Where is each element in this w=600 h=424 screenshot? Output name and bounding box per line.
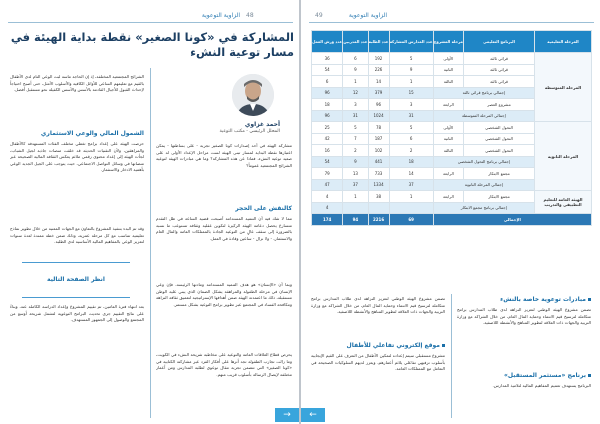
table-stage-cell: الهيئة العامة للتعليم التطبيقي والتدريب — [535, 191, 592, 214]
paragraph-future: تضمن مشروع الهيئة الوطني لتعزيز النزاهة لدى طلاب المدارس برامج متكاملة لترسيخ قيم الانتماء وحماية المال العام، من خلال الشراكة مع وزارة التربية والجهات ذات العلاقة لتطوير المناهج والأنشطة اللاصفية. — [457, 307, 591, 326]
table-cell-trainers — [343, 202, 368, 214]
paragraph-next: البرنامج يستهدف تعميم المفاهيم المالية لتلاميذ المدارس. — [492, 383, 591, 388]
table-cell-workshops: 16 — [312, 145, 343, 157]
table-cell-phase: الأولى — [433, 122, 463, 134]
stats-table-wrap — [311, 30, 592, 226]
table-cell-students: 38 — [368, 191, 389, 203]
table-cell-trainers: 1 — [343, 191, 368, 203]
bullet-icon — [442, 344, 445, 347]
table-cell-trainers: 1 — [343, 76, 368, 88]
table-cell-students: 187 — [368, 133, 389, 145]
column-divider — [451, 294, 452, 418]
table-row — [312, 122, 592, 134]
table-cell-schools: 5 — [389, 53, 433, 65]
heading-digital2-label: موقع إلكتروني تفاعلي للأطفال — [346, 342, 440, 349]
table-stage-cell: المرحلة المتوسطة — [535, 53, 592, 122]
heading-future-label: مبادرات توعوية خاصة بالنشء — [500, 296, 586, 303]
author-photo — [232, 74, 274, 116]
table-cell-schools: 1 — [389, 76, 433, 88]
author-role: المحلل الرئيسي - مكتب التوعية — [219, 129, 280, 134]
arrow-left-icon: ← — [309, 410, 317, 420]
table-header-cell: المرحلة التعليمية — [535, 31, 592, 53]
paragraph-digital: حرصت الهيئة على إعداد برامج تغطي مختلف الفئات المستهدفة كالأطفال والمراهقين، ولأن التقنيات الحديثة قد خلقت منصات جاذبة لجيل الشباب، لجأت الهيئة إلى إعداد محتوى رقمي ملائم يعكس الثقافة المالية الصحيحة عبر منصاتها في وسائل التواصل الاجتماعي، حيث يتوجب على الجيل الجديد الوعي بأهمية الادخار والاستثمار. — [10, 141, 144, 173]
bullet-icon — [588, 298, 591, 301]
table-cell-program: التحول الشخصي — [464, 133, 535, 145]
table-cell-program: التحول الشخصي — [464, 145, 535, 157]
table-cell-schools: 1 — [389, 191, 433, 203]
table-cell-students — [368, 202, 389, 214]
table-cell-workshops: 4 — [312, 202, 343, 214]
table-cell-program: إجمالي المرحلة الثانوية — [433, 179, 534, 191]
table-cell-phase: الرابعة — [433, 99, 463, 111]
prev-page-button[interactable] — [301, 408, 325, 422]
heading-digital: الشمول المالي والوعي الاستثماري — [40, 130, 144, 137]
table-cell-schools: 3 — [389, 99, 433, 111]
table-cell-phase: الرابعة — [433, 168, 463, 180]
author-name: أحمد غزاوي — [244, 121, 280, 128]
table-cell-program: مشروع العصر — [464, 99, 535, 111]
table-cell-workshops: 47 — [312, 179, 343, 191]
table-cell-phase: الثالثة — [433, 145, 463, 157]
table-cell-program: مجمع الابتكار — [464, 168, 535, 180]
table-stage-cell: المرحلة الثانوية — [535, 122, 592, 191]
table-body — [312, 53, 592, 226]
paragraph-third: يحرص قطاع العلاقات العامة والتوعية على مخاطبة شريحة النشء في الكويت، وما زالت تجارب الطفولة تجد أثرها على أفكار الفرد عبر مشاركته الكتابية في «كونا الصغير» التي تتضمن تجربة مقال توعوي لطلبة المدارس ومن أعمار مختلفة لإيصال الرسالة بأسلوب قريب منهم. — [156, 352, 292, 377]
table-header-cell: مرحلة المشروع — [433, 31, 463, 53]
table-header-cell: عدد المدارس المشاركة — [389, 31, 433, 53]
table-cell-schools: 9 — [389, 64, 433, 76]
table-total-schools: 69 — [389, 214, 433, 226]
table-cell-trainers: 13 — [343, 168, 368, 180]
paragraph-col2-bottom: وقد تم البدء بتنفيذ المشروع بالتعاون مع الجهات المعنية من خلال تطوير نماذج تعليمية تتناسب مع كل مرحلة عمرية، وذلك ضمن خطة ممتدة لعدة سنوات لتعزيز الوعي بالمفاهيم المالية الأساسية لدى الطلبة. — [10, 226, 144, 245]
table-cell-program: إجمالي برنامج التحول الشخصي — [433, 156, 534, 168]
table-cell-workshops: 54 — [312, 64, 343, 76]
table-cell-students: 102 — [368, 145, 389, 157]
left-page — [0, 0, 299, 424]
table-cell-trainers: 9 — [343, 156, 368, 168]
table-header-row — [312, 31, 592, 53]
table-cell-workshops: 42 — [312, 133, 343, 145]
table-cell-trainers: 6 — [343, 53, 368, 65]
page-number: 49 — [315, 12, 323, 19]
table-cell-workshops: 25 — [312, 122, 343, 134]
table-header-cell: عدد الطلبة — [368, 31, 389, 53]
table-cell-schools — [389, 202, 433, 214]
table-cell-trainers: 7 — [343, 133, 368, 145]
paragraph-digital2: مشروع مستقبلي سيتم إعداده لتمكين الأطفال من التعرف على القيم الإيجابية بأسلوب ترفيهي تفاعلي يلائم أعمارهم، ويعزز لديهم السلوكيات الصحيحة في التعامل مع الممتلكات العامة. — [311, 353, 445, 372]
column-divider — [150, 68, 151, 418]
table-cell-schools: 2 — [389, 145, 433, 157]
table-cell-phase: الثانية — [433, 64, 463, 76]
next-page-callout[interactable] — [22, 262, 130, 298]
table-cell-workshops: 6 — [312, 76, 343, 88]
table-total-students: 2216 — [368, 214, 389, 226]
table-total-workshops: 174 — [312, 214, 343, 226]
table-cell-program: إجمالي برنامج قرائي ثالثة — [433, 87, 534, 99]
table-cell-students: 14 — [368, 76, 389, 88]
table-header-cell: البرنامج التعليمي — [464, 31, 535, 53]
section-header: الزاوية التوعوية — [201, 12, 240, 19]
table-cell-program: مجمع الابتكار — [464, 191, 535, 203]
table-cell-schools: 15 — [389, 87, 433, 99]
heading-knowledge: كالنقش على الحجر — [235, 205, 292, 212]
table-cell-trainers: 3 — [343, 99, 368, 111]
table-cell-students: 1334 — [368, 179, 389, 191]
table-cell-trainers: 31 — [343, 110, 368, 122]
table-cell-workshops: 18 — [312, 99, 343, 111]
paragraph-col2-last: بعد انتهاء فترة العامين، تم تقييم المشروع وإعداد الدراسة الكاملة عنه، وبناءً على نتائج التقييم جرى تحديث البرامج التوعوية لتشمل شريحة أوسع من المجتمع والوصول إلى الجمهور المستهدف. — [10, 304, 144, 323]
heading-digital2 — [311, 342, 445, 349]
table-cell-program: إجمالي المرحلة المتوسطة — [433, 110, 534, 122]
heading-next — [457, 372, 591, 379]
table-cell-phase: الرابعة — [433, 191, 463, 203]
table-cell-program: التحول الشخصي — [464, 122, 535, 134]
stats-table — [311, 30, 592, 226]
table-cell-workshops: 96 — [312, 110, 343, 122]
table-cell-workshops: 79 — [312, 168, 343, 180]
table-total-trainers: 94 — [343, 214, 368, 226]
heading-next-label: برنامج «مستثمر المستقبل» — [504, 372, 586, 379]
article-title: المشاركة في «كونا الصغير» نقطة بداية الهيئة في مسار توعية النشء — [10, 30, 294, 59]
table-cell-trainers: 12 — [343, 87, 368, 99]
table-cell-trainers: 5 — [343, 122, 368, 134]
header-rule — [8, 22, 293, 23]
table-cell-trainers: 37 — [343, 179, 368, 191]
table-cell-students: 441 — [368, 156, 389, 168]
table-cell-schools: 18 — [389, 156, 433, 168]
next-page-label: انظر الصفحة التالية — [47, 276, 105, 283]
table-cell-trainers: 9 — [343, 64, 368, 76]
table-row — [312, 191, 592, 203]
table-cell-workshops: 96 — [312, 87, 343, 99]
table-cell-trainers: 2 — [343, 145, 368, 157]
paragraph-intro-right: تضمن مشروع الهيئة الوطني لتعزيز النزاهة لدى طلاب المدارس برامج متكاملة لترسيخ قيم الانتماء وحماية المال العام، من خلال الشراكة مع وزارة التربية والجهات ذات العلاقة لتطوير المناهج والأنشطة اللاصفية. — [311, 296, 445, 315]
bullet-icon — [588, 374, 591, 377]
paragraph-knowledge: مما لا شك فيه أن التنمية المستدامة أصبحت قضية الساعة في ظل التقدم متسارع يحصل دعامة الهيئة الركيزة لتكوين عقلية وثقافة تستوعب ما نسبه بالضرورة إلى سقف عالٍ من التوعية الجادة بالممتلكات العامة والمال العام والاستثمار، - ولا نزال - ساعين وقادة في العمل. — [156, 216, 292, 241]
table-total-label: الإجمالي — [433, 214, 591, 226]
table-cell-phase: الأولى — [433, 53, 463, 65]
table-cell-program: إجمالي برنامج مجمع الابتكار — [433, 202, 534, 214]
table-cell-students: 78 — [368, 122, 389, 134]
table-cell-program: قرائي ثالثة — [464, 53, 535, 65]
table-cell-workshops: 36 — [312, 53, 343, 65]
table-cell-workshops: 4 — [312, 191, 343, 203]
table-cell-students: 379 — [368, 87, 389, 99]
arrow-right-icon: → — [283, 410, 291, 420]
heading-future — [457, 296, 591, 303]
table-cell-workshops: 54 — [312, 156, 343, 168]
table-cell-schools: 37 — [389, 179, 433, 191]
header-rule — [309, 22, 594, 23]
next-page-button[interactable] — [275, 408, 299, 422]
table-cell-students: 192 — [368, 53, 389, 65]
table-cell-students: 733 — [368, 168, 389, 180]
table-cell-students: 226 — [368, 64, 389, 76]
page-number: 48 — [246, 12, 254, 19]
right-page — [301, 0, 600, 424]
table-cell-schools: 14 — [389, 168, 433, 180]
table-cell-program: قرائي ثالثة — [464, 64, 535, 76]
table-total-row — [312, 214, 592, 226]
paragraph-col2-top: الشرائح المجتمعية المختلفة، إذ إن الحاجة ماسة لبث الوعي التام لدى الأطفال بالقيم مع تعليمهم الساعي للأوائل الكافية والأسلوب الأمثل، حتى أصبح احتياجاً لإحداث القبول للأجيال القادمة بالأسس والأسس الكفيلة نحو مستقبل أفضل. — [10, 74, 144, 93]
table-cell-phase: الثالثة — [433, 76, 463, 88]
table-cell-program: قرائي ثالثة — [464, 76, 535, 88]
intro-paragraph: مشاركة الهيئة في أحد إصدارات كونا الصغير تجربة - على بساطتها - يمكن اعتبارها نقطة البداية لمسار تبنى الهيئة لست مراحل الإعداد الأولى له على صعيد توعية النشء، فماذا عن هذه المشاركة؟ وما هي مبادرات الهيئة لتوعية الشرائح المجتمعية عموماً؟ — [156, 143, 292, 168]
table-cell-students: 96 — [368, 99, 389, 111]
table-cell-phase: الثانية — [433, 133, 463, 145]
table-header-cell: عدد المدربين — [343, 31, 368, 53]
table-cell-schools: 5 — [389, 122, 433, 134]
paragraph-second: وبما أن «الإنسان» هو هدف التنمية المستدامة ومادتها الرئيسة، فإن وعي الإنسان في مرحلة الطفولة والمراهقة يشكل الضمان الذي يبني عليه الوطن مستقبله، ذلك ما اعتمدته الهيئة ضمن أهدافها الإستراتيجية لتعميق ثقافة النزاهة ومكافحة الفساد في المجتمع عبر تطوير برامج التوعية بشكل مستمر. — [156, 282, 292, 307]
table-cell-schools: 6 — [389, 133, 433, 145]
table-cell-schools: 31 — [389, 110, 433, 122]
table-cell-students: 1024 — [368, 110, 389, 122]
table-header-cell: عدد ورش العمل — [312, 31, 343, 53]
table-row — [312, 53, 592, 65]
section-header: الزاوية التوعوية — [348, 12, 387, 19]
